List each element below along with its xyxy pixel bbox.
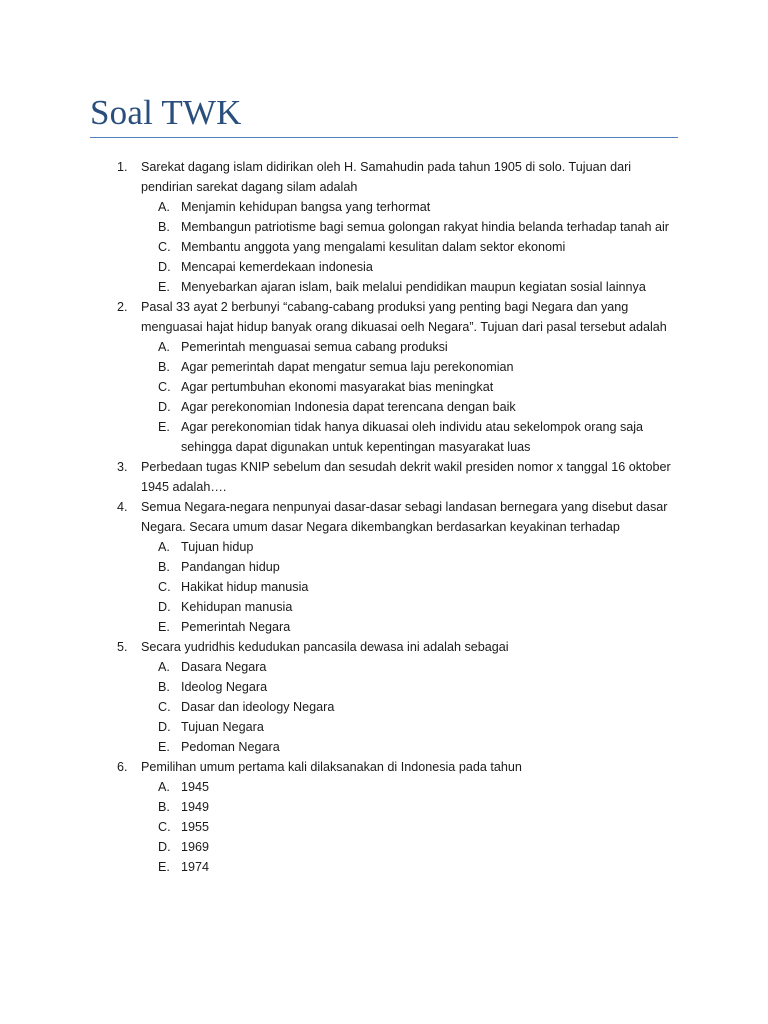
question-item	[0, 757, 768, 877]
option-letter: C.	[158, 700, 171, 714]
option-letter: E.	[158, 420, 170, 434]
option-text: Hakikat hidup manusia	[181, 580, 309, 594]
answer-option	[141, 197, 684, 217]
option-text: 1974	[181, 860, 210, 874]
option-list	[141, 197, 678, 297]
option-letter: B.	[158, 220, 170, 234]
option-text: Pedoman Negara	[181, 740, 280, 754]
option-text: 1955	[181, 820, 210, 834]
option-list	[141, 657, 678, 757]
answer-option	[141, 737, 684, 757]
answer-option	[141, 657, 684, 677]
question-item	[0, 497, 768, 637]
option-letter: B.	[158, 680, 170, 694]
option-text: Pandangan hidup	[181, 560, 280, 574]
option-text: Agar perekonomian tidak hanya dikuasai oleh individu atau sekelompok orang saja sehingga dapat digunakan untuk kepentingan masyarakat luas	[181, 420, 644, 454]
question-text: Sarekat dagang islam didirikan oleh H. Samahudin pada tahun 1905 di solo. Tujuan dari pendirian sarekat dagang silam adalah	[141, 160, 632, 194]
question-item	[0, 457, 768, 497]
page-title: Soal TWK	[90, 93, 242, 132]
option-letter: C.	[158, 240, 171, 254]
question-number: 6.	[117, 760, 128, 774]
option-letter: E.	[158, 860, 170, 874]
option-text: Kehidupan manusia	[181, 600, 293, 614]
question-text: Pasal 33 ayat 2 berbunyi “cabang-cabang produksi yang penting bagi Negara dan yang menguasai hajat hidup banyak orang dikuasai oelh Negara”. Tujuan dari pasal tersebut adalah	[141, 300, 667, 334]
option-text: 1949	[181, 800, 210, 814]
answer-option	[141, 377, 684, 397]
option-letter: E.	[158, 740, 170, 754]
option-text: Ideolog Negara	[181, 680, 268, 694]
option-text: Menjamin kehidupan bangsa yang terhormat	[181, 200, 431, 214]
option-letter: D.	[158, 600, 171, 614]
answer-option	[141, 237, 684, 257]
option-letter: B.	[158, 560, 170, 574]
question-text: Perbedaan tugas KNIP sebelum dan sesudah dekrit wakil presiden nomor x tanggal 16 oktober 1945 adalah….	[141, 460, 671, 494]
option-text: Menyebarkan ajaran islam, baik melalui pendidikan maupun kegiatan sosial lainnya	[181, 280, 646, 294]
option-letter: A.	[158, 200, 170, 214]
option-text: Pemerintah menguasai semua cabang produksi	[181, 340, 448, 354]
question-item	[0, 297, 768, 457]
option-text: Dasara Negara	[181, 660, 267, 674]
option-list	[141, 337, 678, 457]
question-item	[0, 637, 768, 757]
answer-option	[141, 257, 684, 277]
option-letter: A.	[158, 780, 170, 794]
question-text: Secara yudridhis kedudukan pancasila dewasa ini adalah sebagai	[141, 640, 509, 654]
option-text: Membangun patriotisme bagi semua golongan rakyat hindia belanda terhadap tanah air	[181, 220, 669, 234]
answer-option	[141, 537, 684, 557]
option-letter: A.	[158, 540, 170, 554]
question-text: Semua Negara-negara nenpunyai dasar-dasar sebagi landasan bernegara yang disebut dasar Negara. Secara umum dasar Negara dikembangkan berdasarkan keyakinan terhadap	[141, 500, 668, 534]
option-text: 1945	[181, 780, 210, 794]
option-letter: B.	[158, 800, 170, 814]
answer-option	[141, 417, 684, 457]
question-text: Pemilihan umum pertama kali dilaksanakan di Indonesia pada tahun	[141, 760, 522, 774]
option-text: Tujuan Negara	[181, 720, 264, 734]
answer-option	[141, 277, 684, 297]
option-letter: E.	[158, 620, 170, 634]
answer-option	[141, 617, 684, 637]
option-text: 1969	[181, 840, 210, 854]
answer-option	[141, 837, 684, 857]
option-text: Tujuan hidup	[181, 540, 254, 554]
answer-option	[141, 337, 684, 357]
option-letter: D.	[158, 840, 171, 854]
question-number: 5.	[117, 640, 128, 654]
option-letter: A.	[158, 660, 170, 674]
answer-option	[141, 397, 684, 417]
option-list	[141, 777, 678, 877]
option-letter: D.	[158, 400, 171, 414]
answer-option	[141, 817, 684, 837]
option-letter: B.	[158, 360, 170, 374]
option-text: Membantu anggota yang mengalami kesulitan dalam sektor ekonomi	[181, 240, 566, 254]
answer-option	[141, 697, 684, 717]
answer-option	[141, 717, 684, 737]
question-list	[0, 157, 768, 877]
option-letter: A.	[158, 340, 170, 354]
option-letter: C.	[158, 820, 171, 834]
answer-option	[141, 217, 684, 237]
option-text: Agar pemerintah dapat mengatur semua laju perekonomian	[181, 360, 514, 374]
question-number: 1.	[117, 160, 128, 174]
option-letter: C.	[158, 580, 171, 594]
question-item	[0, 157, 768, 297]
answer-option	[141, 577, 684, 597]
option-letter: D.	[158, 260, 171, 274]
answer-option	[141, 777, 684, 797]
option-text: Mencapai kemerdekaan indonesia	[181, 260, 373, 274]
answer-option	[141, 357, 684, 377]
answer-option	[141, 557, 684, 577]
option-list	[141, 537, 678, 637]
question-number: 2.	[117, 300, 128, 314]
option-letter: D.	[158, 720, 171, 734]
answer-option	[141, 677, 684, 697]
answer-option	[141, 797, 684, 817]
option-text: Agar perekonomian Indonesia dapat terencana dengan baik	[181, 400, 516, 414]
option-letter: C.	[158, 380, 171, 394]
answer-option	[141, 857, 684, 877]
option-text: Agar pertumbuhan ekonomi masyarakat bias meningkat	[181, 380, 494, 394]
question-number: 4.	[117, 500, 128, 514]
question-number: 3.	[117, 460, 128, 474]
option-text: Pemerintah Negara	[181, 620, 291, 634]
option-letter: E.	[158, 280, 170, 294]
answer-option	[141, 597, 684, 617]
option-text: Dasar dan ideology Negara	[181, 700, 335, 714]
title-divider	[90, 137, 678, 138]
